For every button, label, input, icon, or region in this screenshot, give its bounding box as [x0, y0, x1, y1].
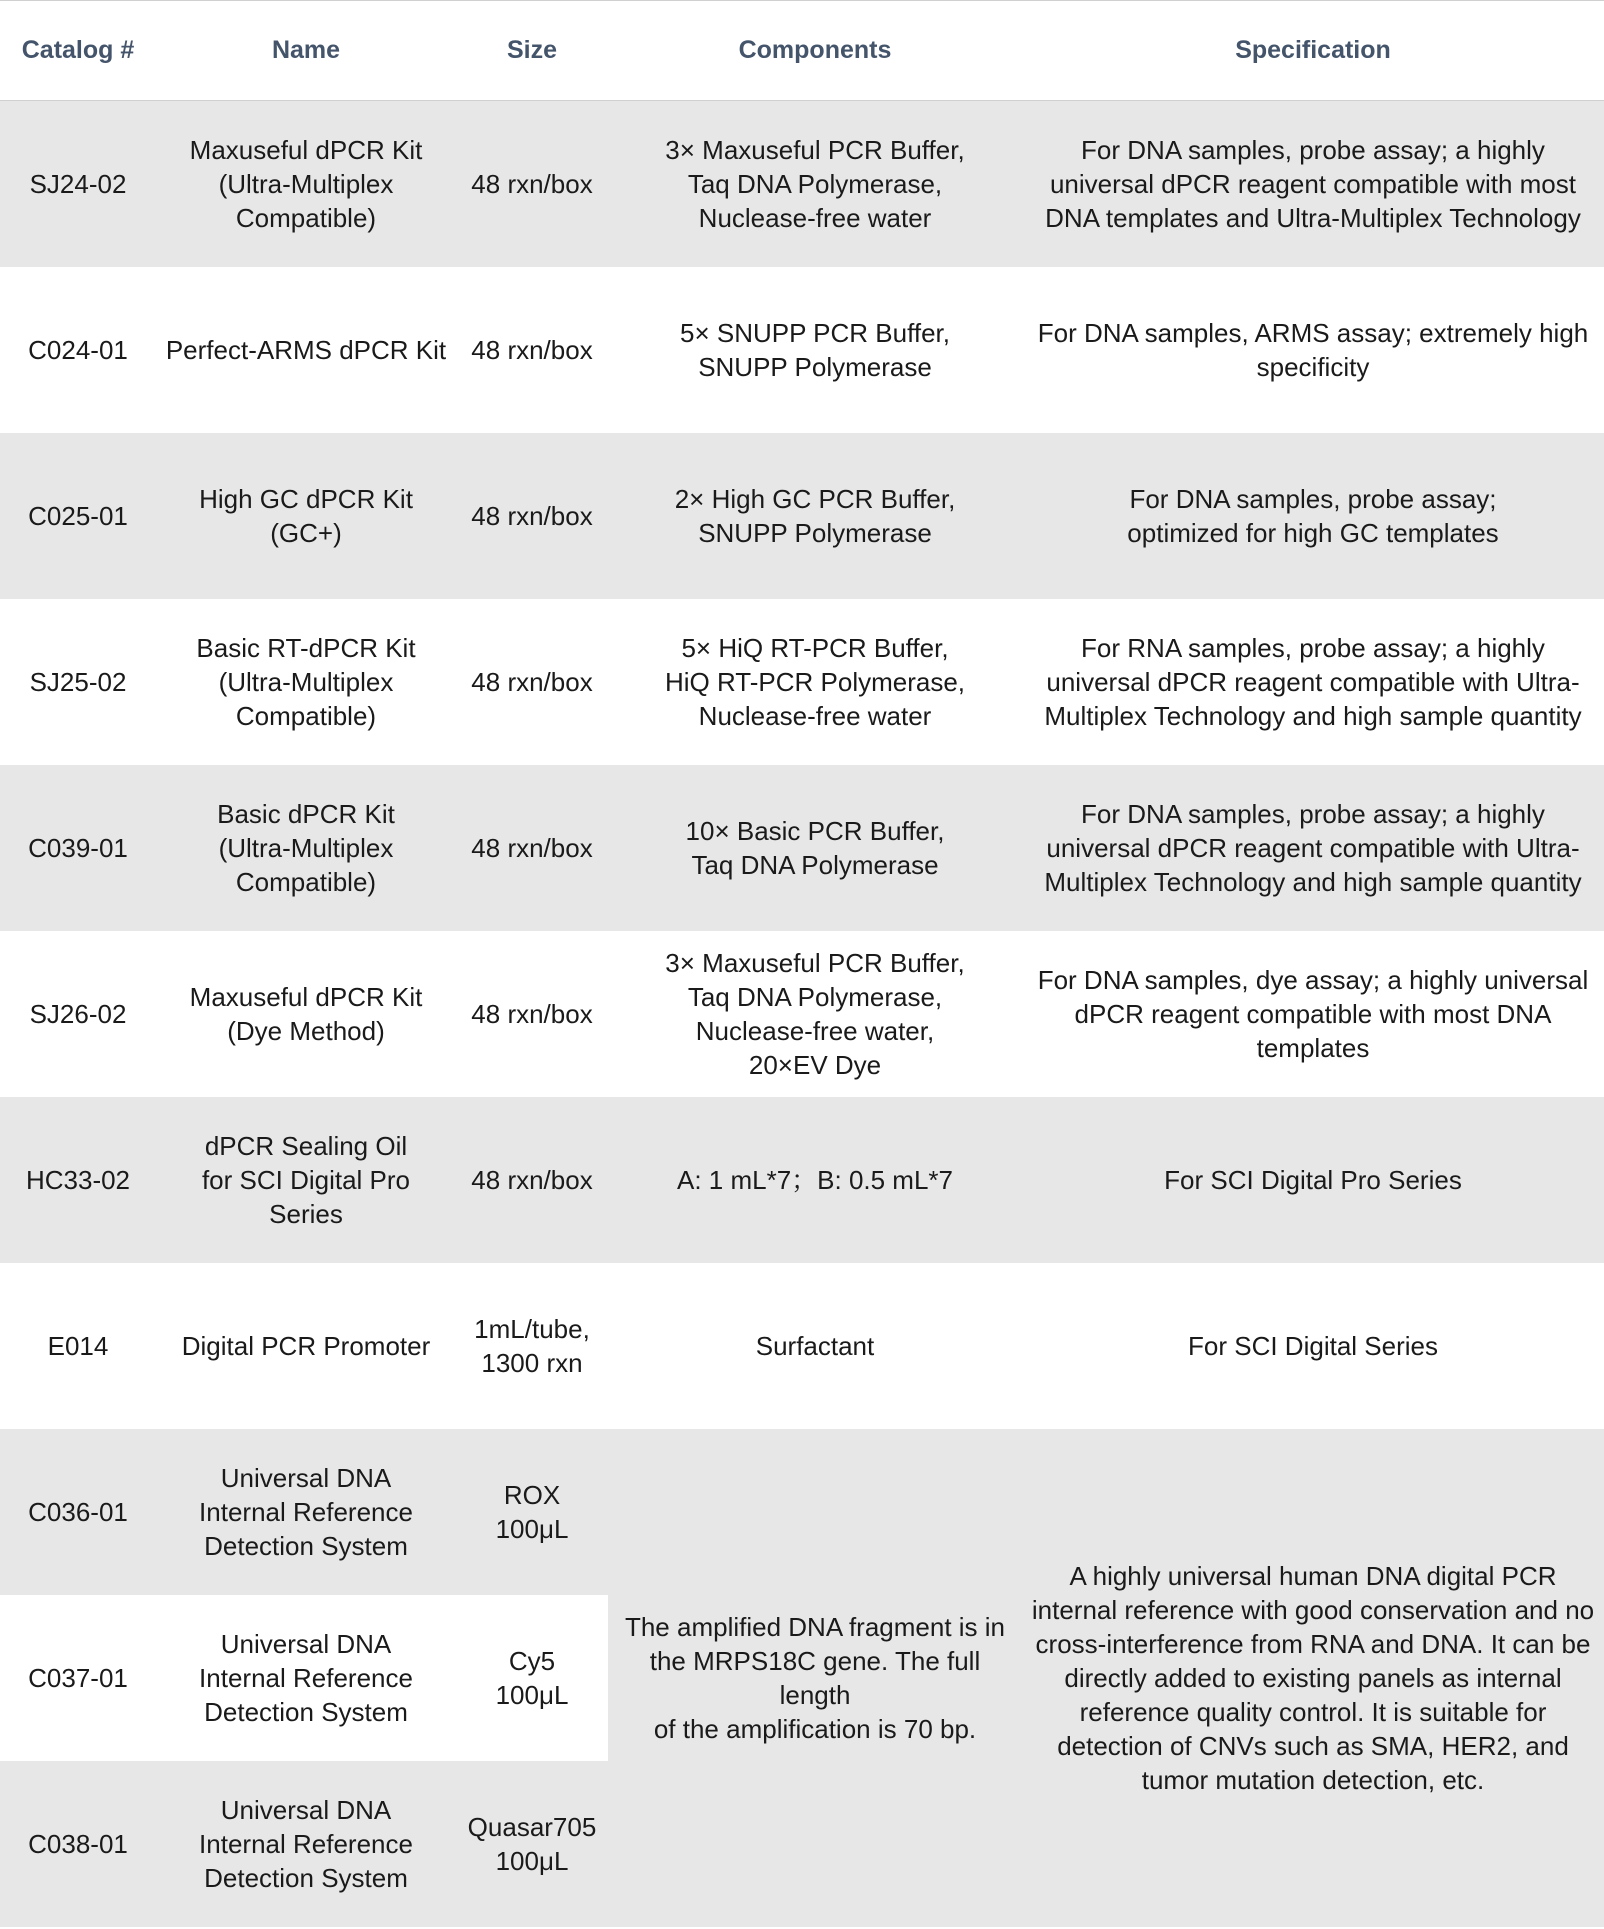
name-cell: High GC dPCR Kit (GC+) [156, 433, 456, 599]
size-cell: 48 rxn/box [456, 931, 608, 1097]
size-cell: 48 rxn/box [456, 599, 608, 765]
header-specification: Specification [1022, 1, 1604, 101]
catalog-cell: C039-01 [0, 765, 156, 931]
merged-components-cell: The amplified DNA fragment is in the MRPS18C gene. The full length of the amplification is 70 bp. [608, 1429, 1022, 1927]
components-cell: 3× Maxuseful PCR Buffer, Taq DNA Polymerase, Nuclease-free water, 20×EV Dye [608, 931, 1022, 1097]
specification-cell: For RNA samples, probe assay; a highly universal dPCR reagent compatible with Ultra- Multiplex Technology and high sample quantity [1022, 599, 1604, 765]
size-cell: 48 rxn/box [456, 765, 608, 931]
name-cell: dPCR Sealing Oil for SCI Digital Pro Series [156, 1097, 456, 1263]
header-components: Components [608, 1, 1022, 101]
size-cell: Cy5 100μL [456, 1595, 608, 1761]
name-cell: Universal DNA Internal Reference Detection System [156, 1595, 456, 1761]
size-cell: 1mL/tube, 1300 rxn [456, 1263, 608, 1429]
table-row [0, 931, 1604, 1097]
components-cell: 5× HiQ RT-PCR Buffer, HiQ RT-PCR Polymerase, Nuclease-free water [608, 599, 1022, 765]
merged-specification-cell: A highly universal human DNA digital PCR internal reference with good conservation and no cross-interference from RNA and DNA. It can be directly added to existing panels as internal reference quality control. It is suitable for detection of CNVs such as SMA, HER2, and tumor mutation detection, etc. [1022, 1429, 1604, 1927]
table-row [0, 1097, 1604, 1263]
size-cell: Quasar705 100μL [456, 1761, 608, 1927]
name-cell: Universal DNA Internal Reference Detection System [156, 1429, 456, 1595]
catalog-cell: C038-01 [0, 1761, 156, 1927]
table-row [0, 1429, 1604, 1595]
components-cell: A: 1 mL*7；B: 0.5 mL*7 [608, 1097, 1022, 1263]
specification-cell: For DNA samples, probe assay; a highly universal dPCR reagent compatible with most DNA templates and Ultra-Multiplex Technology [1022, 101, 1604, 267]
specification-cell: For DNA samples, probe assay; a highly universal dPCR reagent compatible with Ultra- Multiplex Technology and high sample quantity [1022, 765, 1604, 931]
name-cell: Basic dPCR Kit (Ultra-Multiplex Compatible) [156, 765, 456, 931]
size-cell: 48 rxn/box [456, 267, 608, 433]
catalog-cell: C024-01 [0, 267, 156, 433]
name-cell: Maxuseful dPCR Kit (Dye Method) [156, 931, 456, 1097]
components-cell: 3× Maxuseful PCR Buffer, Taq DNA Polymerase, Nuclease-free water [608, 101, 1022, 267]
specification-cell: For DNA samples, dye assay; a highly universal dPCR reagent compatible with most DNA templates [1022, 931, 1604, 1097]
catalog-cell: C025-01 [0, 433, 156, 599]
size-cell: 48 rxn/box [456, 433, 608, 599]
specification-cell: For DNA samples, ARMS assay; extremely high specificity [1022, 267, 1604, 433]
name-cell: Perfect-ARMS dPCR Kit [156, 267, 456, 433]
name-cell: Basic RT-dPCR Kit (Ultra-Multiplex Compatible) [156, 599, 456, 765]
catalog-cell: C037-01 [0, 1595, 156, 1761]
catalog-cell: C036-01 [0, 1429, 156, 1595]
table-row [0, 433, 1604, 599]
header-row [0, 1, 1604, 101]
name-cell: Universal DNA Internal Reference Detection System [156, 1761, 456, 1927]
specification-cell: For SCI Digital Series [1022, 1263, 1604, 1429]
catalog-cell: SJ25-02 [0, 599, 156, 765]
catalog-cell: E014 [0, 1263, 156, 1429]
table-row [0, 765, 1604, 931]
components-cell: 10× Basic PCR Buffer, Taq DNA Polymerase [608, 765, 1022, 931]
components-cell: 5× SNUPP PCR Buffer, SNUPP Polymerase [608, 267, 1022, 433]
size-cell: 48 rxn/box [456, 101, 608, 267]
table-row [0, 101, 1604, 267]
header-catalog: Catalog # [0, 1, 156, 101]
catalog-cell: SJ26-02 [0, 931, 156, 1097]
name-cell: Digital PCR Promoter [156, 1263, 456, 1429]
size-cell: 48 rxn/box [456, 1097, 608, 1263]
table-row [0, 267, 1604, 433]
header-size: Size [456, 1, 608, 101]
catalog-cell: HC33-02 [0, 1097, 156, 1263]
size-cell: ROX 100μL [456, 1429, 608, 1595]
name-cell: Maxuseful dPCR Kit (Ultra-Multiplex Compatible) [156, 101, 456, 267]
components-cell: Surfactant [608, 1263, 1022, 1429]
table-row [0, 599, 1604, 765]
table-row [0, 1263, 1604, 1429]
header-name: Name [156, 1, 456, 101]
catalog-cell: SJ24-02 [0, 101, 156, 267]
specification-cell: For SCI Digital Pro Series [1022, 1097, 1604, 1263]
specification-cell: For DNA samples, probe assay; optimized for high GC templates [1022, 433, 1604, 599]
components-cell: 2× High GC PCR Buffer, SNUPP Polymerase [608, 433, 1022, 599]
